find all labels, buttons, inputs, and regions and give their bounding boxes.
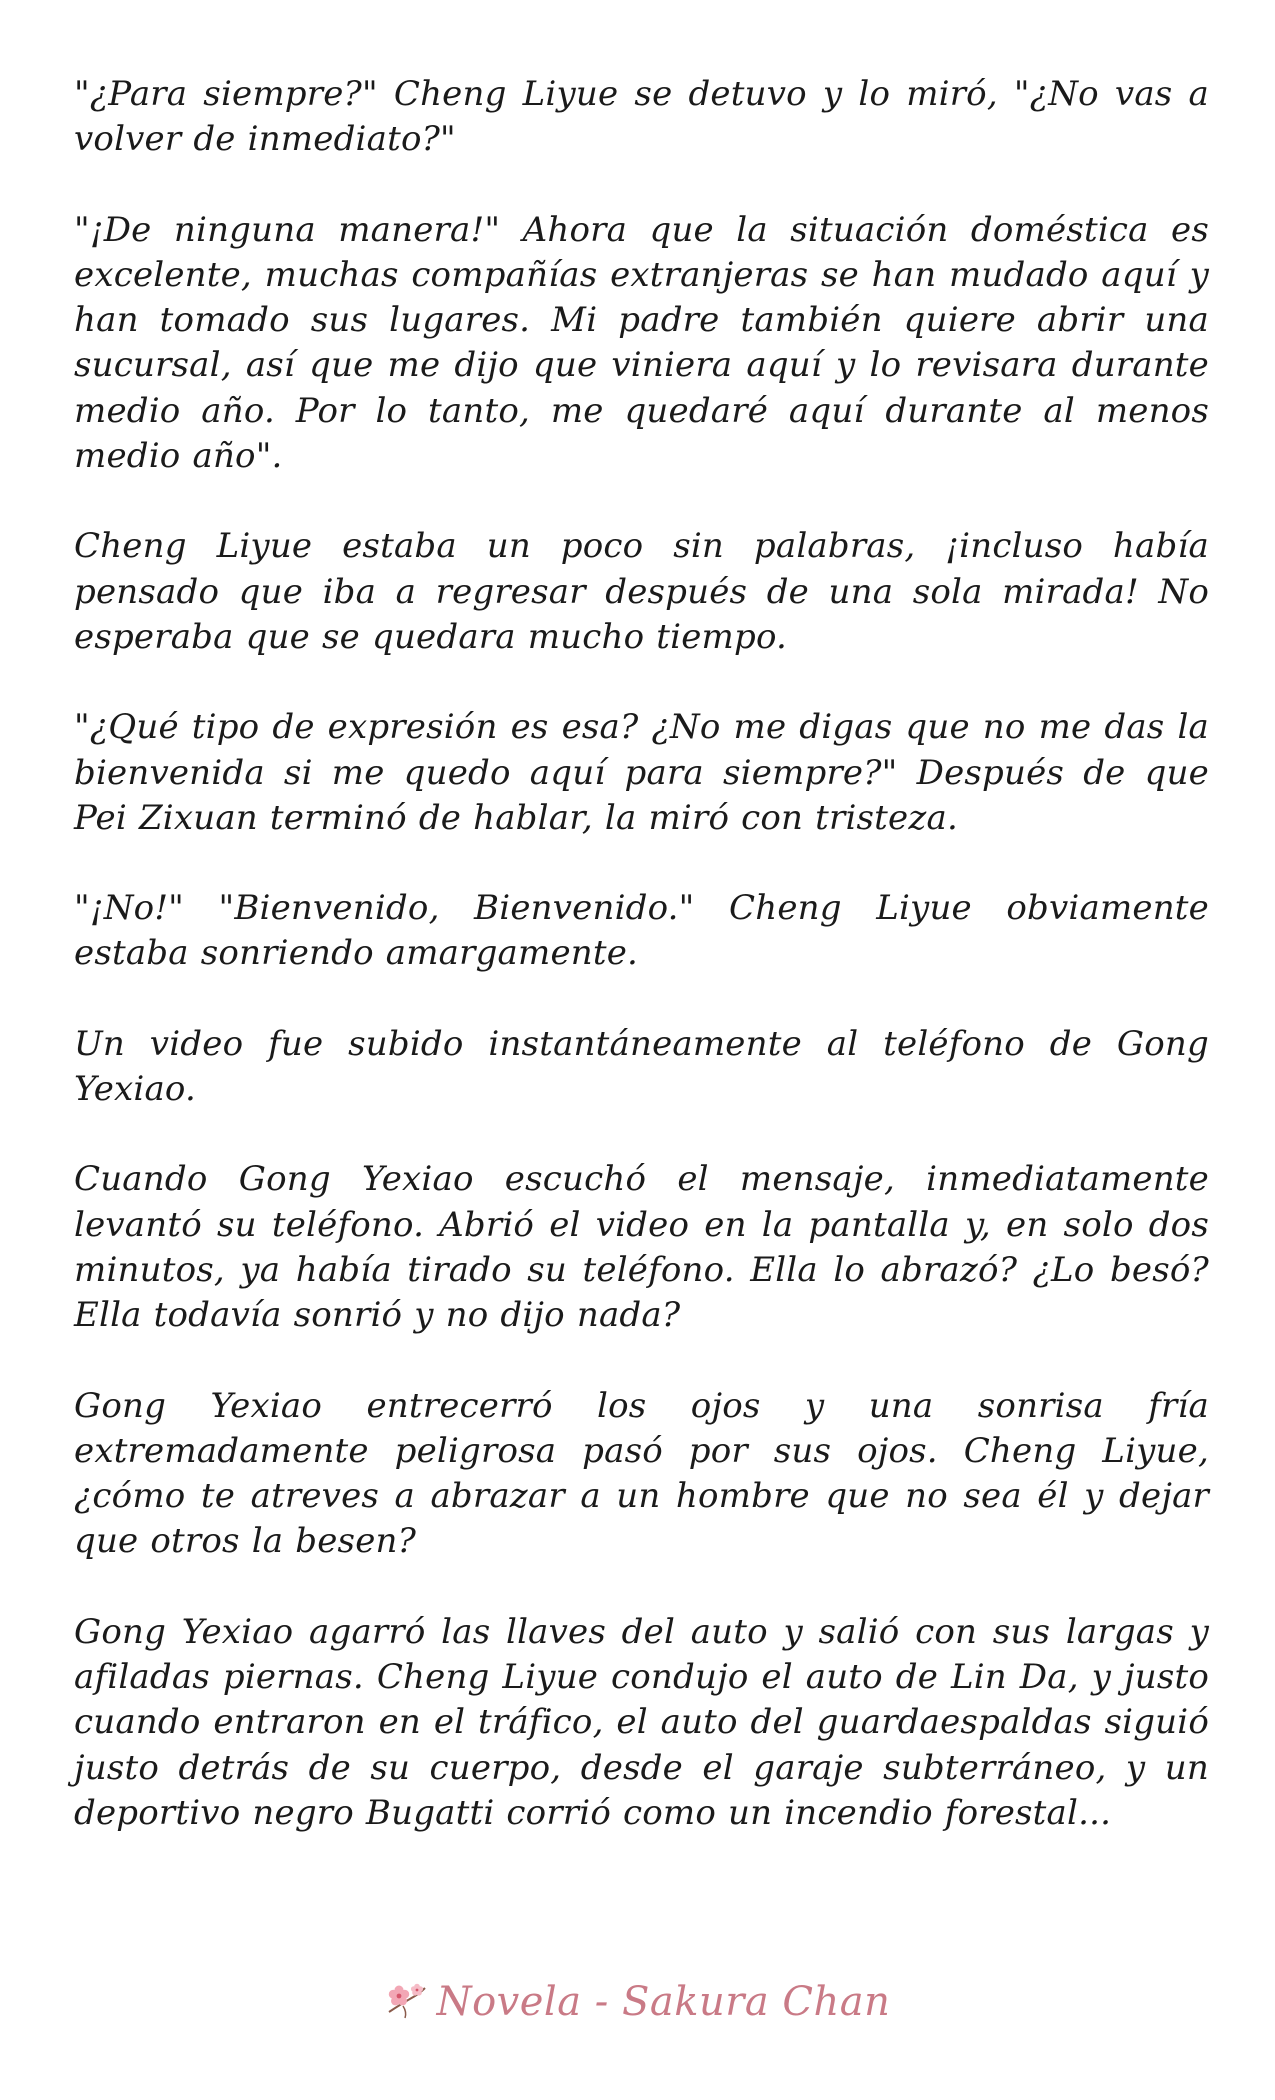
paragraph: "¿Para siempre?" Cheng Liyue se detuvo y lo miró, "¿No vas a volver de inmediato?" bbox=[74, 74, 1209, 160]
paragraph: Cheng Liyue estaba un poco sin palabras, ¡incluso había pensado que iba a regresar después de una sola mirada! No esperaba que se quedara mucho tiempo. bbox=[74, 526, 1209, 657]
sakura-blossom-icon bbox=[385, 1982, 429, 2022]
paragraph: "¡No!" "Bienvenido, Bienvenido." Cheng Liyue obviamente estaba sonriendo amargamente. bbox=[74, 888, 1209, 974]
paragraph: "¿Qué tipo de expresión es esa? ¿No me digas que no me das la bienvenida si me quedo aquí para siempre?" Después de que Pei Zixuan terminó de hablar, la miró con tristeza. bbox=[74, 707, 1209, 838]
paragraph: Gong Yexiao entrecerró los ojos y una sonrisa fría extremadamente peligrosa pasó por sus ojos. Cheng Liyue, ¿cómo te atreves a abrazar a un hombre que no sea él y dejar que otros la besen? bbox=[74, 1385, 1209, 1562]
paragraph: "¡De ninguna manera!" Ahora que la situación doméstica es excelente, muchas compañías extranjeras se han mudado aquí y han tomado sus lugares. Mi padre también quiere abrir una sucursal, así que me dijo que viniera aquí y lo revisara durante medio año. Por lo tanto, me quedaré aquí durante al menos medio año". bbox=[74, 209, 1209, 477]
footer-label: Novela - Sakura Chan bbox=[436, 1979, 891, 2025]
story-text bbox=[74, 72, 1209, 1881]
paragraph: Gong Yexiao agarró las llaves del auto y salió con sus largas y afiladas piernas. Cheng Liyue condujo el auto de Lin Da, y justo cuando entraron en el tráfico, el auto del guardaespaldas siguió justo detrás de su cuerpo, desde el garaje subterráneo, y un deportivo negro Bugatti corrió como un incendio forestal... bbox=[74, 1611, 1209, 1833]
footer-watermark bbox=[0, 1972, 1275, 2032]
paragraph: Cuando Gong Yexiao escuchó el mensaje, inmediatamente levantó su teléfono. Abrió el video en la pantalla y, en solo dos minutos, ya había tirado su teléfono. Ella lo abrazó? ¿Lo besó? Ella todavía sonrió y no dijo nada? bbox=[74, 1159, 1209, 1336]
paragraph: Un video fue subido instantáneamente al teléfono de Gong Yexiao. bbox=[74, 1023, 1209, 1110]
